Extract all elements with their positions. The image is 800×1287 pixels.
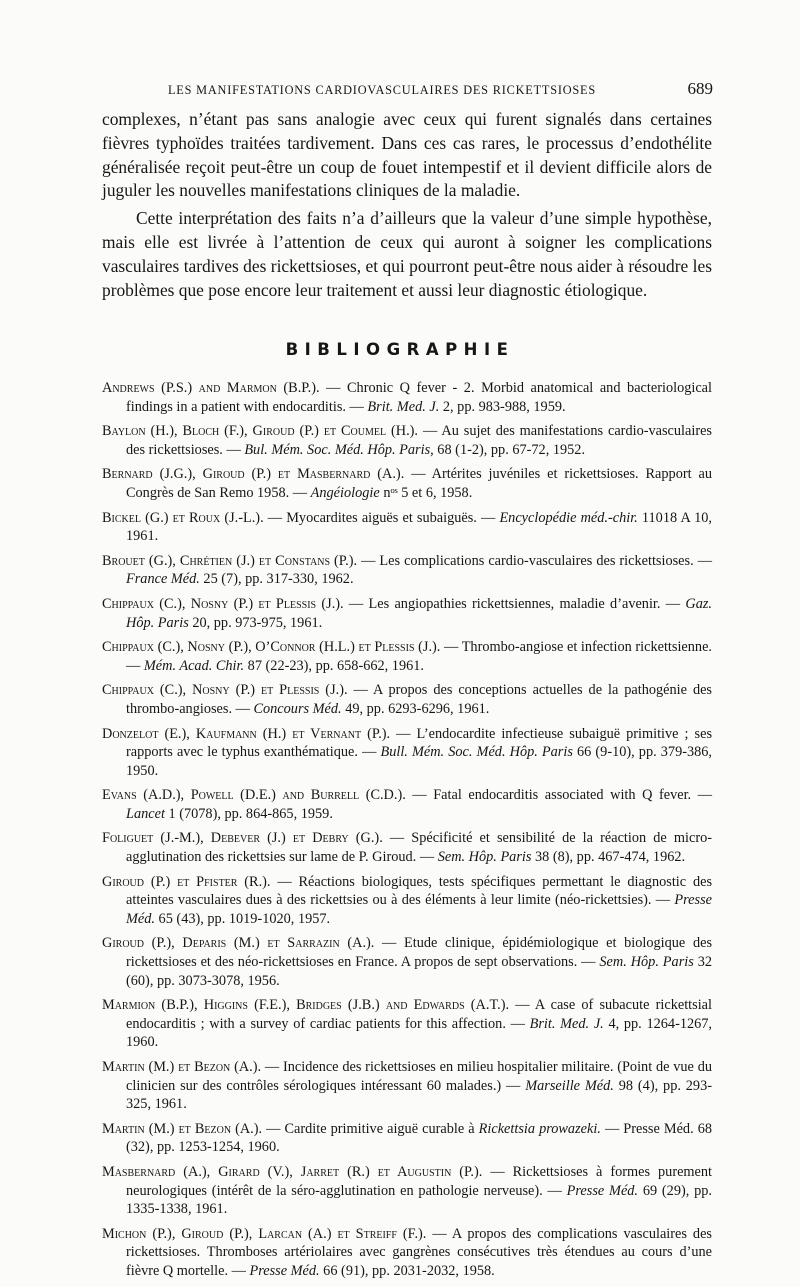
bibliography-entry bbox=[102, 829, 712, 866]
ref-journal: Angéiologie bbox=[310, 484, 380, 501]
ref-details: 68 (1-2), pp. 67-72, 1952. bbox=[433, 441, 586, 458]
bibliography-entry bbox=[102, 465, 712, 502]
ref-journal: France Méd. bbox=[126, 571, 200, 588]
ref-text: — Les complications cardio-vasculaires des rickettsioses. — bbox=[357, 552, 712, 569]
paragraph: complexes, n’étant pas sans analogie avec ceux qui furent signalés dans certaines fièvres typhoïdes traitées tardivement. Dans ces cas rares, le processus d’endothélite généralisée reçoit peut-être un coup de fouet intempestif et il devient difficile alors de juguler les nouvelles manifestations cliniques de la maladie. bbox=[102, 109, 712, 201]
ref-text: — Les angiopathies rickettsiennes, maladie d’avenir. — bbox=[343, 595, 686, 612]
ref-authors: Martin (M.) et Bezon (A.). bbox=[102, 1120, 263, 1137]
ref-text: — Artérites juvéniles et rickettsioses. Rapport au Congrès de San Remo 1958. — bbox=[126, 466, 712, 501]
ref-authors: Bickel (G.) et Roux (J.-L.). bbox=[102, 509, 264, 526]
running-title: LES MANIFESTATIONS CARDIOVASCULAIRES DES RICKETTSIOSES bbox=[168, 83, 597, 97]
bibliography-entry bbox=[102, 422, 712, 459]
bibliography-heading: BIBLIOGRAPHIE bbox=[285, 340, 515, 359]
ref-journal: Brit. Med. J. bbox=[367, 398, 440, 415]
bibliography-list bbox=[102, 379, 712, 1287]
ref-details: 66 (91), pp. 2031-2032, 1958. bbox=[319, 1262, 495, 1279]
ref-journal: Rickettsia prowazeki. bbox=[478, 1120, 601, 1137]
ref-authors: Chippaux (C.), Nosny (P.) et Plessis (J.). bbox=[102, 682, 348, 699]
bibliography-entry bbox=[102, 379, 712, 416]
bibliography-entry bbox=[102, 552, 712, 589]
ref-text: — Etude clinique, épidémiologique et biologique des rickettsioses et des néo-rickettsioses en France. A propos de sept observations. — bbox=[126, 935, 713, 971]
ref-authors: Giroud (P.), Deparis (M.) et Sarrazin (A.). bbox=[102, 935, 375, 952]
ref-text: — A case of subacute rickettsial endocarditis ; with a survey of cardiac patients for this affection. — bbox=[126, 997, 712, 1032]
ref-authors: Giroud (P.) et Pfister (R.). bbox=[102, 873, 271, 890]
ref-text: — Réactions biologiques, tests spécifiques permettant le diagnostic des atteintes vasculaires dues à des rickettsies ou à des éléments à leur limite (néo-rickettsies). — bbox=[126, 873, 713, 909]
bibliography-entry bbox=[102, 1225, 712, 1281]
ref-details: 66 (9-10), pp. 379-386, 1950. bbox=[126, 744, 713, 779]
ref-journal: Presse Méd. bbox=[249, 1262, 320, 1279]
ref-journal: Lancet bbox=[126, 805, 165, 822]
ref-text: — Incidence des rickettsioses en milieu hospitalier militaire. (Point de vue du clinicien sur des contrôles sérologiques intéressant 60 malades.) — bbox=[126, 1059, 712, 1094]
ref-text: — Rickettsioses à formes purement neurologiques (intérêt de la séro-agglutination en pathologie nerveuse). — bbox=[126, 1163, 713, 1199]
ref-journal: Bul. Mém. Soc. Méd. Hôp. Paris, bbox=[244, 441, 434, 458]
ref-authors: Andrews (P.S.) and Marmon (B.P.). bbox=[102, 380, 320, 396]
ref-authors: Chippaux (C.), Nosny (P.) et Plessis (J.). bbox=[102, 595, 344, 612]
running-head bbox=[168, 79, 713, 99]
bibliography-entry bbox=[102, 725, 712, 781]
bibliography-entry bbox=[102, 1163, 712, 1219]
ref-details: 20, pp. 973-975, 1961. bbox=[188, 614, 323, 631]
ref-details: 87 (22-23), pp. 658-662, 1961. bbox=[244, 657, 424, 674]
ref-authors: Marmion (B.P.), Higgins (F.E.), Bridges (J.B.) and Edwards (A.T.). bbox=[102, 997, 510, 1014]
paragraph: Cette interprétation des faits n’a d’ailleurs que la valeur d’une simple hypothèse, mais elle est livrée à l’attention de ceux qui auront à soigner les complications vasculaires tardives des rickettsioses, et qui pourront peut-être nous aider à résoudre les problèmes que pose encore leur traitement et aussi leur diagnostic étiologique. bbox=[102, 208, 712, 300]
ref-journal: Presse Méd. bbox=[126, 892, 712, 927]
bibliography-entry bbox=[102, 595, 712, 632]
ref-authors: Donzelot (E.), Kaufmann (H.) et Vernant (P.). bbox=[102, 725, 391, 742]
ref-text: — A propos des conceptions actuelles de la pathogénie des thrombo-angioses. — bbox=[126, 682, 712, 717]
ref-text: — Myocardites aiguës et subaiguës. — bbox=[263, 509, 500, 526]
ref-details: 1 (7078), pp. 864-865, 1959. bbox=[164, 805, 333, 822]
bibliography-entry bbox=[102, 934, 712, 990]
ref-details: 49, pp. 6293-6296, 1961. bbox=[341, 700, 490, 717]
ref-details: 38 (8), pp. 467-474, 1962. bbox=[531, 849, 686, 866]
ref-journal: Gaz. Hôp. Paris bbox=[126, 595, 712, 631]
ref-journal: Encyclopédie méd.-chir. bbox=[499, 509, 638, 526]
ref-journal: Sem. Hôp. Paris bbox=[437, 849, 532, 866]
ref-details: 4, pp. 1264-1267, 1960. bbox=[126, 1015, 712, 1051]
ref-journal: Presse Méd. bbox=[566, 1182, 639, 1199]
ref-authors: Baylon (H.), Bloch (F.), Giroud (P.) et Coumel (H.). bbox=[102, 423, 419, 440]
ref-details: 11018 A 10, 1961. bbox=[126, 509, 712, 545]
ref-journal: Concours Méd. bbox=[253, 700, 342, 717]
ref-details: 65 (43), pp. 1019-1020, 1957. bbox=[154, 910, 331, 927]
ref-text: — Cardite primitive aiguë curable à bbox=[262, 1120, 479, 1137]
ref-text: — Thrombo-angiose et infection rickettsienne. — bbox=[126, 639, 712, 674]
ref-details: 2, pp. 983-988, 1959. bbox=[439, 398, 566, 415]
ref-authors: Chippaux (C.), Nosny (P.), O’Connor (H.L.) et Plessis (J.). bbox=[102, 639, 441, 656]
bibliography-entry bbox=[102, 638, 712, 675]
ref-authors: Evans (A.D.), Powell (D.E.) and Burrell (C.D.). bbox=[102, 787, 406, 804]
ref-authors: Brouet (G.), Chrétien (J.) et Constans (P.). bbox=[102, 552, 358, 569]
ref-authors: Martin (M.) et Bezon (A.). bbox=[102, 1059, 262, 1075]
body-text bbox=[102, 108, 712, 302]
ref-details: — Presse Méd. 68 (32), pp. 1253-1254, 1960. bbox=[126, 1120, 713, 1156]
ref-journal: Sem. Hôp. Paris bbox=[599, 954, 694, 971]
ref-details: 25 (7), pp. 317-330, 1962. bbox=[199, 571, 354, 588]
ref-text: — Chronic Q fever - 2. Morbid anatomical and bacteriological findings in a patient with endocarditis. — bbox=[126, 380, 712, 415]
ref-journal: Bull. Mém. Soc. Méd. Hôp. Paris bbox=[380, 744, 573, 761]
bibliography-entry bbox=[102, 509, 712, 546]
ref-journal: Marseille Méd. bbox=[525, 1077, 614, 1094]
ref-authors: Michon (P.), Giroud (P.), Larcan (A.) et Streiff (F.). bbox=[102, 1225, 427, 1242]
bibliography-entry bbox=[102, 996, 712, 1052]
ref-details: 98 (4), pp. 293-325, 1961. bbox=[126, 1077, 712, 1113]
bibliography-entry bbox=[102, 1120, 712, 1157]
ref-text: — L’endocardite infectieuse subaiguë primitive ; ses rapports avec le typhus exanthématique. — bbox=[126, 725, 713, 761]
ref-text: — Spécificité et sensibilité de la réaction de micro-agglutination des rickettsies sur lame de P. Giroud. — bbox=[126, 830, 712, 866]
bibliography-entry bbox=[102, 681, 712, 718]
ref-authors: Foliguet (J.-M.), Debever (J.) et Debry (G.). bbox=[102, 830, 383, 847]
bibliography-entry bbox=[102, 786, 712, 823]
page-number: 689 bbox=[687, 79, 713, 98]
ref-journal: Mém. Acad. Chir. bbox=[143, 657, 245, 674]
ref-details: 69 (29), pp. 1335-1338, 1961. bbox=[126, 1182, 712, 1218]
ref-text: — Fatal endocarditis associated with Q fever. — bbox=[405, 787, 712, 804]
bibliography-entry bbox=[102, 873, 712, 929]
ref-details: 32 (60), pp. 3073-3078, 1956. bbox=[126, 954, 713, 989]
ref-journal: Brit. Med. J. bbox=[529, 1015, 604, 1032]
ref-authors: Masbernard (A.), Girard (V.), Jarret (R.) et Augustin (P.). bbox=[102, 1163, 483, 1180]
ref-text: — Au sujet des manifestations cardio-vasculaires des rickettsioses. — bbox=[126, 423, 712, 458]
ref-authors: Bernard (J.G.), Giroud (P.) et Masbernard (A.). bbox=[102, 466, 405, 483]
ref-details: nᵒˢ 5 et 6, 1958. bbox=[379, 484, 473, 501]
bibliography-entry bbox=[102, 1058, 712, 1114]
ref-text: — A propos des complications vasculaires des rickettsioses. Thromboses artériolaires avec gangrènes consécutives très étendues au cours d’une fièvre Q mortelle. — bbox=[126, 1225, 712, 1279]
